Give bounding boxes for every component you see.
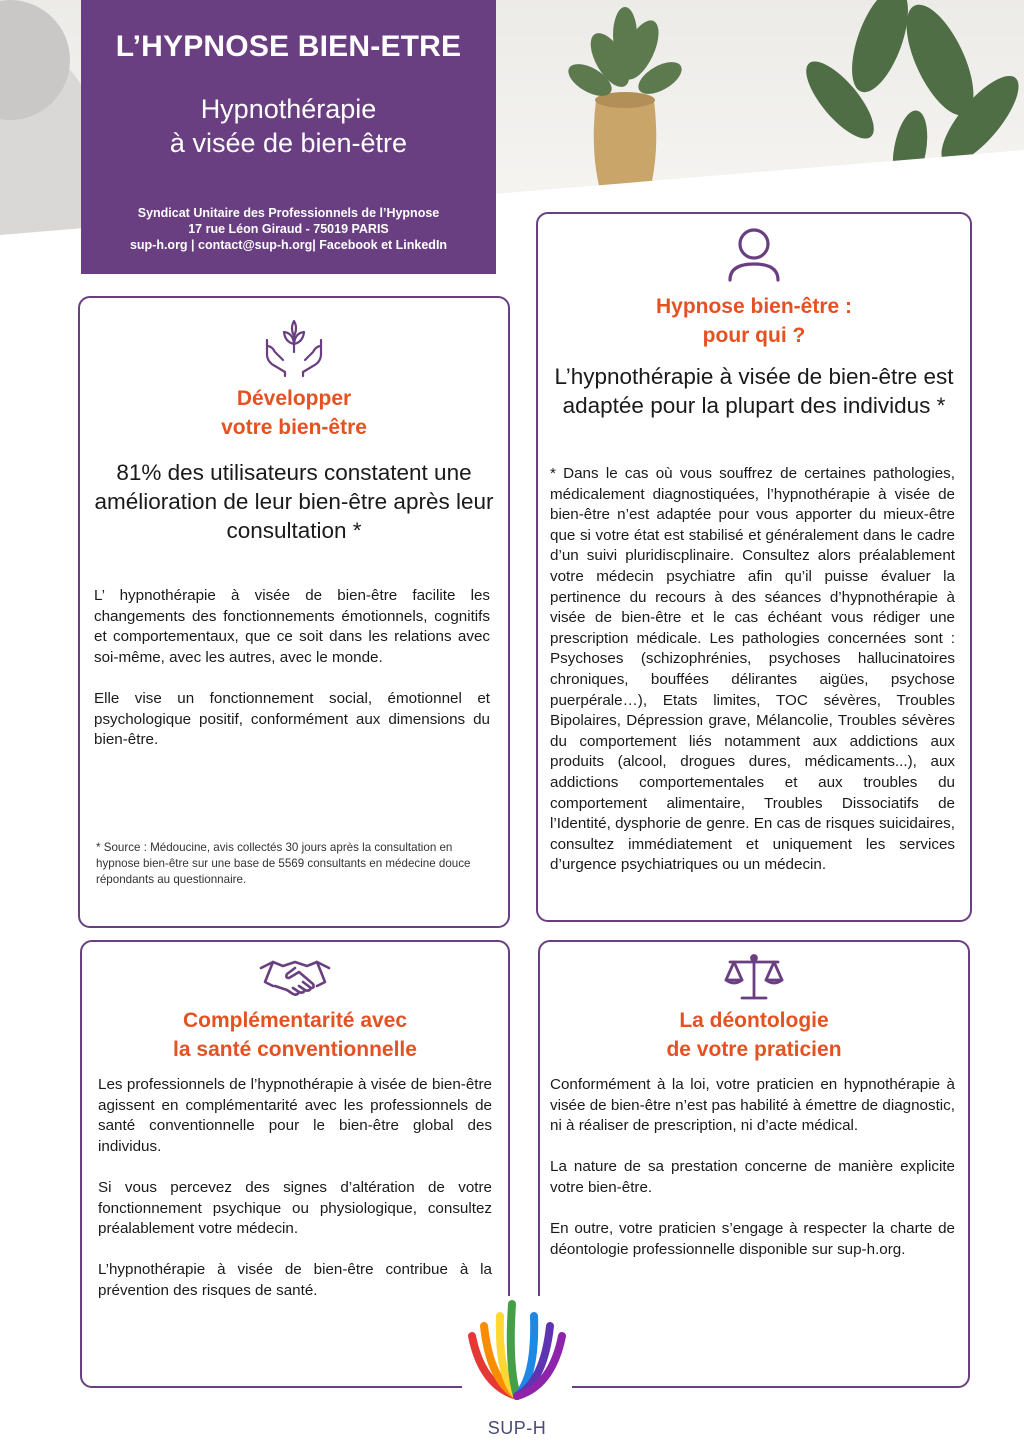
card-for-whom-title: Hypnose bien-être : pour qui ? xyxy=(655,295,853,347)
card-for-whom-body: * Dans le cas où vous souffrez de certaines pathologies, médicalement diagnostiquées, l’hypnothérapie à visée de bien-être n’est adaptée pour vous apporter du mieux-être que si votre état est stabilisé et généralement dans le cadre d’un suivi pluridiscplinaire. Consultez alors préalablement votre médecin psychiatre afin qu’il puisse évaluer la pertinence du recours à des séances d’hypnothérapie à visée de bien-être et le cas échéant vous rédiger une prescription médicale. Les pathologies concernées sont : Psychoses (schizophrénies, psychoses hallucinatoires chroniques, bouffées délirantes aigües, psychose puerpérale…), Etats limites, TOC sévères, Troubles Bipolaires, Dépression grave, Mélancolie, Troubles sévères du comportement liés notamment aux addictions aux produits (alcool, drogues dures, médicaments...), aux addictions comportementales et aux troubles du comportement alimentaire, Troubles Dissociatifs de l’Identité, dysphorie de genre. En cas de risques suicidaires, consultez immédiatement et uniquement les services d’urgence psychiatriques ou un médecin. xyxy=(550,465,955,874)
card-for-whom-lead: L’hypnothérapie à visée de bien-être est adaptée pour la plupart des individus * xyxy=(554,364,954,418)
card-ethics-title: La déontologie de votre praticien xyxy=(666,1009,842,1061)
card-complementarity xyxy=(80,940,510,1388)
card-for-whom xyxy=(536,212,972,922)
sup-h-logo-mark xyxy=(462,1296,572,1416)
card-complementarity-title: Complémentarité avec la santé conventionnelle xyxy=(173,1009,417,1061)
card-wellbeing xyxy=(78,296,510,928)
card-wellbeing-title: Développer votre bien-être xyxy=(221,387,367,439)
card-ethics-body: Conformément à la loi, votre praticien en hypnothérapie à visée de bien-être n’est pas habilité à émettre de diagnostic, ni à réaliser de prescription, ni d’acte médical. La nature de sa prestation concerne de manière explicite votre bien-être. En outre, votre praticien s’engage à respecter la charte de déontologie professionnelle disponible sur sup-h.org. xyxy=(550,1076,955,1258)
header-banner xyxy=(81,0,496,274)
hands-plant-icon xyxy=(80,316,508,383)
source-footnote: * Source : Médoucine, avis collectés 30 jours après la consultation en hypnose bien-être sur une base de 5569 consultants en médecine douce répondants au questionnaire. xyxy=(96,841,471,886)
logo-text: SUP-H xyxy=(487,1418,547,1438)
page-title: L’HYPNOSE BIEN-ETRE xyxy=(115,30,462,63)
scales-icon xyxy=(540,952,968,1007)
organization-info: Syndicat Unitaire des Professionnels de l’Hypnose 17 rue Léon Giraud - 75019 PARIS sup-h.org | contact@sup-h.org| Facebook et LinkedIn xyxy=(129,206,448,252)
page-subtitle: Hypnothérapie à visée de bien-être xyxy=(169,94,408,158)
person-icon xyxy=(538,224,970,289)
card-complementarity-body: Les professionnels de l’hypnothérapie à visée de bien-être agissent en complémentarité avec les professionnels de santé conventionnelle pour le bien-être global des individus. Si vous percevez des signes d’altération de votre fonctionnement psychique ou physiologique, consultez préalablement votre médecin. L’hypnothérapie à visée de bien-être contribue à la prévention des risques de santé. xyxy=(98,1076,492,1299)
card-ethics xyxy=(538,940,970,1388)
handshake-icon xyxy=(82,954,508,1003)
card-wellbeing-lead: 81% des utilisateurs constatent une amélioration de leur bien-être après leur consultation * xyxy=(94,460,494,543)
card-wellbeing-body: L’ hypnothérapie à visée de bien-être facilite les changements des fonctionnements émotionnels, cognitifs et comportementaux, que ce soit dans les relations avec soi-même, avec les autres, avec le monde. Elle vise un fonctionnement social, émotionnel et psychologique positif, conformément aux dimensions du bien-être. xyxy=(94,587,490,749)
sup-h-logo xyxy=(462,1296,572,1446)
